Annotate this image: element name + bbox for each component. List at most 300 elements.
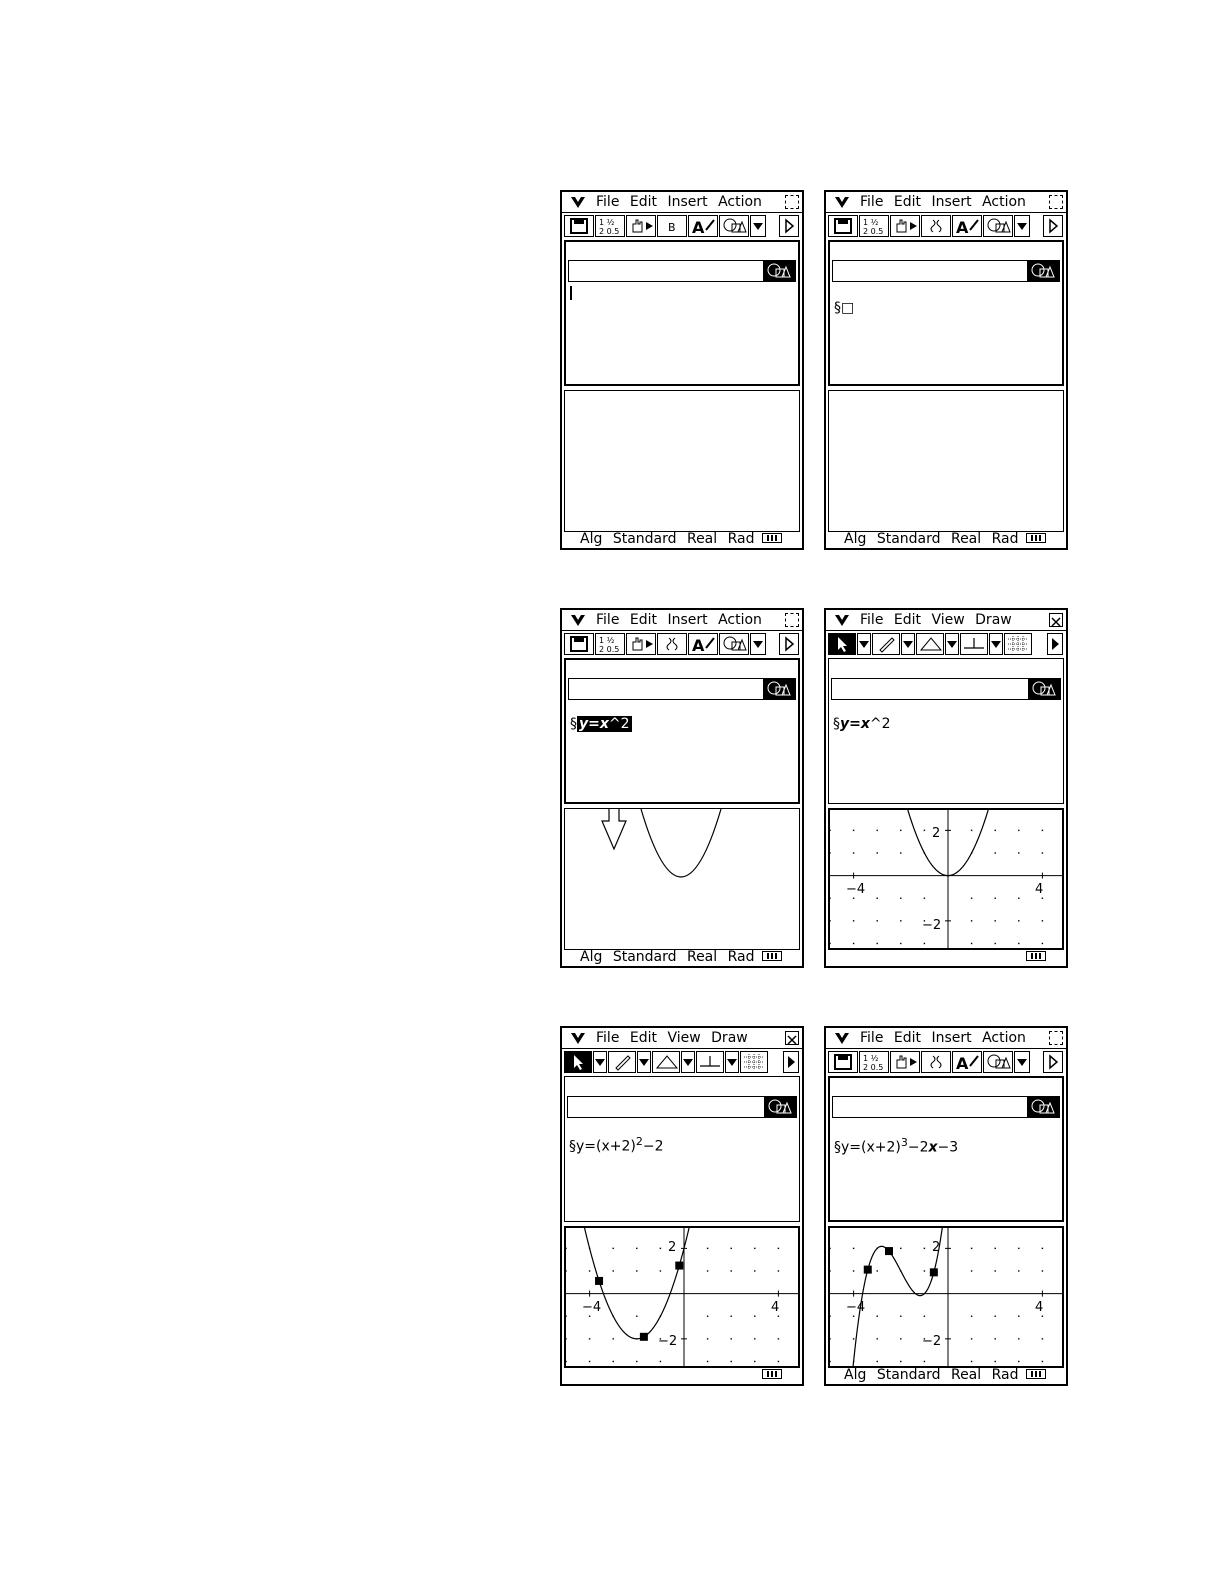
grid-dot bbox=[1042, 1338, 1043, 1339]
entry-box[interactable] bbox=[568, 678, 796, 700]
grid-dot bbox=[924, 943, 925, 944]
grid-dot bbox=[754, 1316, 755, 1317]
grid-dot bbox=[707, 1270, 708, 1271]
grid-dot bbox=[566, 1338, 567, 1339]
expression-base: y=(x+2) bbox=[841, 1139, 901, 1156]
main-panel[interactable] bbox=[828, 1076, 1064, 1222]
geometry-app-icon[interactable] bbox=[719, 215, 749, 237]
status-alg[interactable]: Alg bbox=[844, 531, 867, 547]
grid-dot bbox=[707, 1248, 708, 1249]
main-panel[interactable] bbox=[564, 240, 800, 386]
lower-panel[interactable] bbox=[564, 390, 800, 532]
grid-dot bbox=[1018, 852, 1019, 853]
grid-dot bbox=[1042, 852, 1043, 853]
grid-dot bbox=[900, 898, 901, 899]
toolbar bbox=[828, 215, 1064, 237]
grid-dot bbox=[778, 1361, 779, 1362]
grid-dot bbox=[566, 1316, 567, 1317]
chevron-down-icon[interactable] bbox=[637, 1051, 651, 1073]
grid-dot bbox=[900, 852, 901, 853]
grid-dot bbox=[778, 1270, 779, 1271]
menu-dropdown-icon[interactable] bbox=[834, 194, 850, 210]
svg-text:2 0.5: 2 0.5 bbox=[863, 227, 884, 236]
parabola-curve bbox=[641, 809, 721, 877]
grid-dot bbox=[1018, 1316, 1019, 1317]
grid-dot bbox=[830, 1248, 831, 1249]
grid-dot bbox=[731, 1248, 732, 1249]
status-alg[interactable]: Alg bbox=[580, 531, 603, 547]
svg-text:A: A bbox=[956, 1054, 969, 1072]
y-tick-label-2: 2 bbox=[932, 826, 941, 841]
drag-hand-icon[interactable] bbox=[626, 215, 656, 237]
chevron-down-icon[interactable] bbox=[750, 633, 766, 655]
chevron-down-icon[interactable] bbox=[593, 1051, 607, 1073]
menu-edit[interactable]: Edit bbox=[893, 612, 922, 628]
calculator-screen-4 bbox=[824, 608, 1068, 968]
y-tick-label-2: 2 bbox=[668, 1240, 677, 1255]
expression-power: ^2 bbox=[608, 716, 630, 732]
grid-dot bbox=[613, 1338, 614, 1339]
grid-dot bbox=[877, 1361, 878, 1362]
menu-file[interactable]: File bbox=[860, 1030, 884, 1046]
grid-dot bbox=[877, 920, 878, 921]
grid-dot bbox=[900, 1361, 901, 1362]
status-real[interactable]: Real bbox=[950, 531, 982, 547]
text-cursor bbox=[570, 286, 572, 300]
x-tick-label-4: 4 bbox=[771, 1300, 780, 1315]
chevron-down-icon[interactable] bbox=[681, 1051, 695, 1073]
status-bar bbox=[562, 530, 802, 548]
chevron-down-icon[interactable] bbox=[945, 633, 959, 655]
x-tick-label-neg4: −4 bbox=[846, 1300, 866, 1315]
graph-window[interactable] bbox=[828, 1226, 1064, 1368]
close-icon[interactable] bbox=[785, 613, 799, 627]
grid-dot bbox=[754, 1248, 755, 1249]
menu-file[interactable]: File bbox=[596, 612, 620, 628]
status-standard[interactable]: Standard bbox=[612, 531, 677, 547]
grid-dot bbox=[995, 920, 996, 921]
toolbar bbox=[828, 633, 1064, 655]
status-bar bbox=[826, 530, 1066, 548]
menu-dropdown-icon[interactable] bbox=[570, 194, 586, 210]
grid-dot bbox=[1018, 920, 1019, 921]
battery-icon bbox=[1026, 951, 1046, 961]
status-rad[interactable]: Rad bbox=[727, 949, 755, 965]
grid-dot bbox=[924, 830, 925, 831]
lower-panel[interactable] bbox=[828, 390, 1064, 532]
grid-dot bbox=[1042, 898, 1043, 899]
svg-text:1 ½: 1 ½ bbox=[599, 218, 615, 227]
battery-icon bbox=[762, 1369, 782, 1379]
close-icon[interactable] bbox=[785, 1031, 799, 1045]
grid-dot bbox=[778, 1316, 779, 1317]
calculator-screen-3 bbox=[560, 608, 804, 968]
grid-dot bbox=[971, 943, 972, 944]
geometry-app-icon[interactable] bbox=[983, 215, 1013, 237]
expression-line[interactable] bbox=[570, 716, 632, 732]
battery-icon bbox=[762, 951, 782, 961]
status-bar bbox=[826, 948, 1066, 966]
geometry-link-icon[interactable] bbox=[763, 679, 795, 699]
graph-toggle-icon[interactable] bbox=[657, 633, 687, 655]
svg-text:2 0.5: 2 0.5 bbox=[863, 1063, 884, 1072]
save-icon[interactable] bbox=[828, 215, 858, 237]
graph-svg bbox=[830, 810, 1064, 948]
grid-dot bbox=[900, 1316, 901, 1317]
grid-dot bbox=[995, 943, 996, 944]
perpendicular-icon[interactable] bbox=[960, 633, 988, 655]
menu-dropdown-icon[interactable] bbox=[834, 1030, 850, 1046]
main-panel[interactable] bbox=[564, 1076, 800, 1222]
grid-dot bbox=[1042, 1270, 1043, 1271]
grid-dot bbox=[830, 943, 831, 944]
grid-icon[interactable] bbox=[1004, 633, 1032, 655]
fraction-decimal-icon[interactable] bbox=[595, 215, 625, 237]
chevron-right-icon[interactable] bbox=[779, 215, 799, 237]
geometry-app-icon[interactable] bbox=[719, 633, 749, 655]
menu-bar bbox=[826, 1028, 1066, 1049]
chevron-right-icon[interactable] bbox=[783, 1051, 799, 1073]
chevron-down-icon[interactable] bbox=[989, 633, 1003, 655]
menu-action[interactable]: Action bbox=[718, 612, 762, 628]
grid-dot bbox=[900, 943, 901, 944]
trace-point-marker bbox=[675, 1262, 683, 1270]
grid-dot bbox=[830, 1316, 831, 1317]
status-rad[interactable]: Rad bbox=[727, 531, 755, 547]
menu-file[interactable]: File bbox=[596, 1030, 620, 1046]
svg-text:A: A bbox=[956, 218, 969, 236]
save-icon[interactable] bbox=[564, 215, 594, 237]
chevron-down-icon[interactable] bbox=[725, 1051, 739, 1073]
grid-dot bbox=[853, 830, 854, 831]
grid-dot bbox=[731, 1338, 732, 1339]
grid-dot bbox=[1042, 1361, 1043, 1362]
chevron-right-icon[interactable] bbox=[779, 633, 799, 655]
menu-view[interactable]: View bbox=[667, 1030, 701, 1046]
status-standard[interactable]: Standard bbox=[876, 531, 941, 547]
close-icon[interactable] bbox=[1049, 195, 1063, 209]
grid-dot bbox=[971, 920, 972, 921]
grid-dot bbox=[778, 1248, 779, 1249]
grid-dot bbox=[924, 898, 925, 899]
grid-dot bbox=[636, 1270, 637, 1271]
grid-dot bbox=[707, 1316, 708, 1317]
menu-draw[interactable]: Draw bbox=[711, 1030, 748, 1046]
menu-action[interactable]: Action bbox=[982, 1030, 1026, 1046]
status-real[interactable]: Real bbox=[686, 949, 718, 965]
selected-expression[interactable] bbox=[577, 716, 632, 732]
trace-point-marker bbox=[640, 1333, 648, 1341]
trace-point-marker bbox=[930, 1268, 938, 1276]
entry-box[interactable] bbox=[567, 1096, 797, 1118]
menu-insert[interactable]: Insert bbox=[667, 612, 708, 628]
grid-dot bbox=[830, 898, 831, 899]
svg-text:A: A bbox=[692, 636, 705, 654]
geometry-app-icon[interactable] bbox=[983, 1051, 1013, 1073]
grid-dot bbox=[754, 1270, 755, 1271]
close-icon[interactable] bbox=[785, 195, 799, 209]
grid-dot bbox=[660, 1270, 661, 1271]
pencil-icon[interactable] bbox=[608, 1051, 636, 1073]
text-style-icon[interactable] bbox=[688, 215, 718, 237]
grid-dot bbox=[778, 1338, 779, 1339]
expression-exponent: 2 bbox=[635, 1135, 643, 1148]
grid-dot bbox=[900, 920, 901, 921]
graph-toggle-icon[interactable] bbox=[921, 215, 951, 237]
chevron-right-icon[interactable] bbox=[1043, 215, 1063, 237]
graph-svg bbox=[830, 1228, 1064, 1366]
grid-dot bbox=[660, 1361, 661, 1362]
grid-dot bbox=[924, 1270, 925, 1271]
menu-file[interactable]: File bbox=[860, 612, 884, 628]
text-style-icon[interactable] bbox=[952, 215, 982, 237]
grid-dot bbox=[830, 1361, 831, 1362]
grid-dot bbox=[995, 852, 996, 853]
grid-dot bbox=[995, 898, 996, 899]
trace-point-marker bbox=[595, 1277, 603, 1285]
grid-dot bbox=[660, 1248, 661, 1249]
grid-dot bbox=[995, 1316, 996, 1317]
grid-dot bbox=[995, 830, 996, 831]
menu-edit[interactable]: Edit bbox=[893, 1030, 922, 1046]
geometry-link-icon[interactable] bbox=[1027, 261, 1059, 281]
expression-variable: y=x bbox=[840, 716, 870, 732]
select-pointer-icon[interactable] bbox=[564, 1051, 592, 1073]
calculator-screen-1 bbox=[560, 190, 804, 550]
pencil-icon[interactable] bbox=[872, 633, 900, 655]
grid-dot bbox=[566, 1270, 567, 1271]
svg-text:B: B bbox=[668, 221, 676, 234]
text-style-icon[interactable] bbox=[952, 1051, 982, 1073]
grid-dot bbox=[971, 1316, 972, 1317]
graph-toggle-icon[interactable] bbox=[921, 1051, 951, 1073]
grid-dot bbox=[877, 852, 878, 853]
chevron-down-icon[interactable] bbox=[901, 633, 915, 655]
toolbar bbox=[564, 215, 800, 237]
grid-dot bbox=[971, 1270, 972, 1271]
menu-edit[interactable]: Edit bbox=[629, 194, 658, 210]
grid-dot bbox=[877, 943, 878, 944]
menu-bar bbox=[562, 1028, 802, 1049]
grid-dot bbox=[1018, 1361, 1019, 1362]
grid-dot bbox=[877, 830, 878, 831]
expression-line[interactable] bbox=[569, 1135, 664, 1155]
entry-box[interactable] bbox=[832, 260, 1060, 282]
chevron-right-icon[interactable] bbox=[1047, 633, 1063, 655]
empty-placeholder[interactable]: □ bbox=[841, 300, 855, 316]
grid-dot bbox=[877, 1270, 878, 1271]
menu-bar bbox=[826, 610, 1066, 631]
triangle-icon[interactable] bbox=[916, 633, 944, 655]
grid-icon[interactable] bbox=[740, 1051, 768, 1073]
close-icon[interactable] bbox=[1049, 1031, 1063, 1045]
graph-link-symbol: § bbox=[834, 1139, 841, 1156]
grid-dot bbox=[566, 1361, 567, 1362]
drag-hand-icon[interactable] bbox=[890, 1051, 920, 1073]
grid-dot bbox=[754, 1361, 755, 1362]
menu-edit[interactable]: Edit bbox=[629, 612, 658, 628]
status-alg[interactable]: Alg bbox=[580, 949, 603, 965]
status-alg[interactable]: Alg bbox=[844, 1367, 867, 1383]
grid-dot bbox=[971, 1248, 972, 1249]
menu-action[interactable]: Action bbox=[982, 194, 1026, 210]
status-standard[interactable]: Standard bbox=[876, 1367, 941, 1383]
status-rad[interactable]: Rad bbox=[991, 1367, 1019, 1383]
text-style-icon[interactable] bbox=[688, 633, 718, 655]
y-tick-label-2: 2 bbox=[932, 1240, 941, 1255]
graph-link-symbol: § bbox=[834, 300, 841, 316]
fraction-decimal-icon[interactable] bbox=[595, 633, 625, 655]
menu-dropdown-icon[interactable] bbox=[570, 1030, 586, 1046]
status-rad[interactable]: Rad bbox=[991, 531, 1019, 547]
save-icon[interactable] bbox=[564, 633, 594, 655]
grid-dot bbox=[971, 830, 972, 831]
grid-dot bbox=[877, 898, 878, 899]
battery-icon bbox=[1026, 1369, 1046, 1379]
graph-drop-panel[interactable] bbox=[564, 808, 800, 950]
menu-bar bbox=[562, 192, 802, 213]
status-real[interactable]: Real bbox=[686, 531, 718, 547]
menu-edit[interactable]: Edit bbox=[893, 194, 922, 210]
close-icon[interactable] bbox=[1049, 613, 1063, 627]
menu-file[interactable]: File bbox=[860, 194, 884, 210]
expression-line[interactable] bbox=[834, 1136, 958, 1156]
grid-dot bbox=[853, 943, 854, 944]
toolbar bbox=[564, 633, 800, 655]
grid-dot bbox=[1018, 1248, 1019, 1249]
geometry-link-icon[interactable] bbox=[1027, 1097, 1059, 1117]
bold-icon[interactable] bbox=[657, 215, 687, 237]
drag-hand-icon[interactable] bbox=[626, 633, 656, 655]
calculator-screen-6 bbox=[824, 1026, 1068, 1386]
grid-dot bbox=[924, 1316, 925, 1317]
expression-variable: x bbox=[928, 1139, 938, 1156]
grid-dot bbox=[1042, 1248, 1043, 1249]
status-real[interactable]: Real bbox=[950, 1367, 982, 1383]
grid-dot bbox=[613, 1248, 614, 1249]
expression-exponent: 3 bbox=[900, 1136, 908, 1149]
save-icon[interactable] bbox=[828, 1051, 858, 1073]
expression-variable: y=x bbox=[579, 716, 609, 732]
svg-text:1 ½: 1 ½ bbox=[599, 636, 615, 645]
menu-bar bbox=[562, 610, 802, 631]
entry-box[interactable] bbox=[831, 678, 1061, 700]
grid-dot bbox=[853, 1316, 854, 1317]
grid-dot bbox=[589, 1316, 590, 1317]
grid-dot bbox=[971, 898, 972, 899]
graph-window[interactable] bbox=[828, 808, 1064, 950]
grid-dot bbox=[877, 1316, 878, 1317]
expression-line[interactable] bbox=[833, 716, 891, 732]
chevron-right-icon[interactable] bbox=[1043, 1051, 1063, 1073]
menu-file[interactable]: File bbox=[596, 194, 620, 210]
fraction-decimal-icon[interactable] bbox=[859, 1051, 889, 1073]
menu-view[interactable]: View bbox=[931, 612, 965, 628]
menu-action[interactable]: Action bbox=[718, 194, 762, 210]
grid-dot bbox=[566, 1248, 567, 1249]
shifted-parabola-curve bbox=[576, 1228, 698, 1339]
drag-arrow-icon bbox=[602, 809, 626, 849]
fraction-decimal-icon[interactable] bbox=[859, 215, 889, 237]
chevron-down-icon[interactable] bbox=[1014, 215, 1030, 237]
graph-window[interactable] bbox=[564, 1226, 800, 1368]
geometry-link-icon[interactable] bbox=[764, 1097, 796, 1117]
x-tick-label-neg4: −4 bbox=[582, 1300, 602, 1315]
geometry-link-icon[interactable] bbox=[1028, 679, 1060, 699]
grid-dot bbox=[707, 1338, 708, 1339]
grid-dot bbox=[1018, 1270, 1019, 1271]
status-bar bbox=[826, 1366, 1066, 1384]
expression-base: y=(x+2) bbox=[576, 1138, 636, 1155]
chevron-down-icon[interactable] bbox=[1014, 1051, 1030, 1073]
status-bar bbox=[562, 948, 802, 966]
triangle-icon[interactable] bbox=[652, 1051, 680, 1073]
grid-dot bbox=[830, 1270, 831, 1271]
main-panel[interactable] bbox=[564, 658, 800, 804]
menu-insert[interactable]: Insert bbox=[931, 1030, 972, 1046]
battery-icon bbox=[1026, 533, 1046, 543]
grid-dot bbox=[1018, 830, 1019, 831]
select-pointer-icon[interactable] bbox=[828, 633, 856, 655]
x-tick-label-4: 4 bbox=[1035, 1300, 1044, 1315]
grid-dot bbox=[1018, 1338, 1019, 1339]
battery-icon bbox=[762, 533, 782, 543]
grid-dot bbox=[971, 1338, 972, 1339]
toolbar bbox=[828, 1051, 1064, 1073]
x-tick-label-neg4: −4 bbox=[846, 882, 866, 897]
menu-edit[interactable]: Edit bbox=[629, 1030, 658, 1046]
menu-draw[interactable]: Draw bbox=[975, 612, 1012, 628]
svg-text:2 0.5: 2 0.5 bbox=[599, 645, 620, 654]
toolbar bbox=[564, 1051, 800, 1073]
main-panel[interactable] bbox=[828, 658, 1064, 804]
geometry-link-icon[interactable] bbox=[763, 261, 795, 281]
entry-box[interactable] bbox=[568, 260, 796, 282]
drag-hand-icon[interactable] bbox=[890, 215, 920, 237]
grid-dot bbox=[707, 1361, 708, 1362]
menu-dropdown-icon[interactable] bbox=[570, 612, 586, 628]
grid-dot bbox=[1042, 830, 1043, 831]
grid-dot bbox=[853, 898, 854, 899]
menu-dropdown-icon[interactable] bbox=[834, 612, 850, 628]
chevron-down-icon[interactable] bbox=[857, 633, 871, 655]
x-tick-label-4: 4 bbox=[1035, 882, 1044, 897]
chevron-down-icon[interactable] bbox=[750, 215, 766, 237]
graph-svg bbox=[566, 1228, 800, 1366]
graph-link-symbol: § bbox=[833, 716, 840, 732]
expression-line[interactable] bbox=[834, 300, 854, 316]
menu-insert[interactable]: Insert bbox=[667, 194, 708, 210]
grid-dot bbox=[731, 1270, 732, 1271]
grid-dot bbox=[900, 1338, 901, 1339]
grid-dot bbox=[589, 1361, 590, 1362]
grid-dot bbox=[995, 1361, 996, 1362]
grid-dot bbox=[613, 1361, 614, 1362]
menu-insert[interactable]: Insert bbox=[931, 194, 972, 210]
status-standard[interactable]: Standard bbox=[612, 949, 677, 965]
main-panel[interactable] bbox=[828, 240, 1064, 386]
y-tick-label-neg2: −2 bbox=[922, 918, 942, 933]
grid-dot bbox=[830, 852, 831, 853]
grid-dot bbox=[1042, 1316, 1043, 1317]
svg-text:2 0.5: 2 0.5 bbox=[599, 227, 620, 236]
trace-point-marker bbox=[885, 1247, 893, 1255]
grid-dot bbox=[995, 1248, 996, 1249]
entry-box[interactable] bbox=[832, 1096, 1060, 1118]
perpendicular-icon[interactable] bbox=[696, 1051, 724, 1073]
grid-dot bbox=[877, 1338, 878, 1339]
trace-point-marker bbox=[864, 1266, 872, 1274]
